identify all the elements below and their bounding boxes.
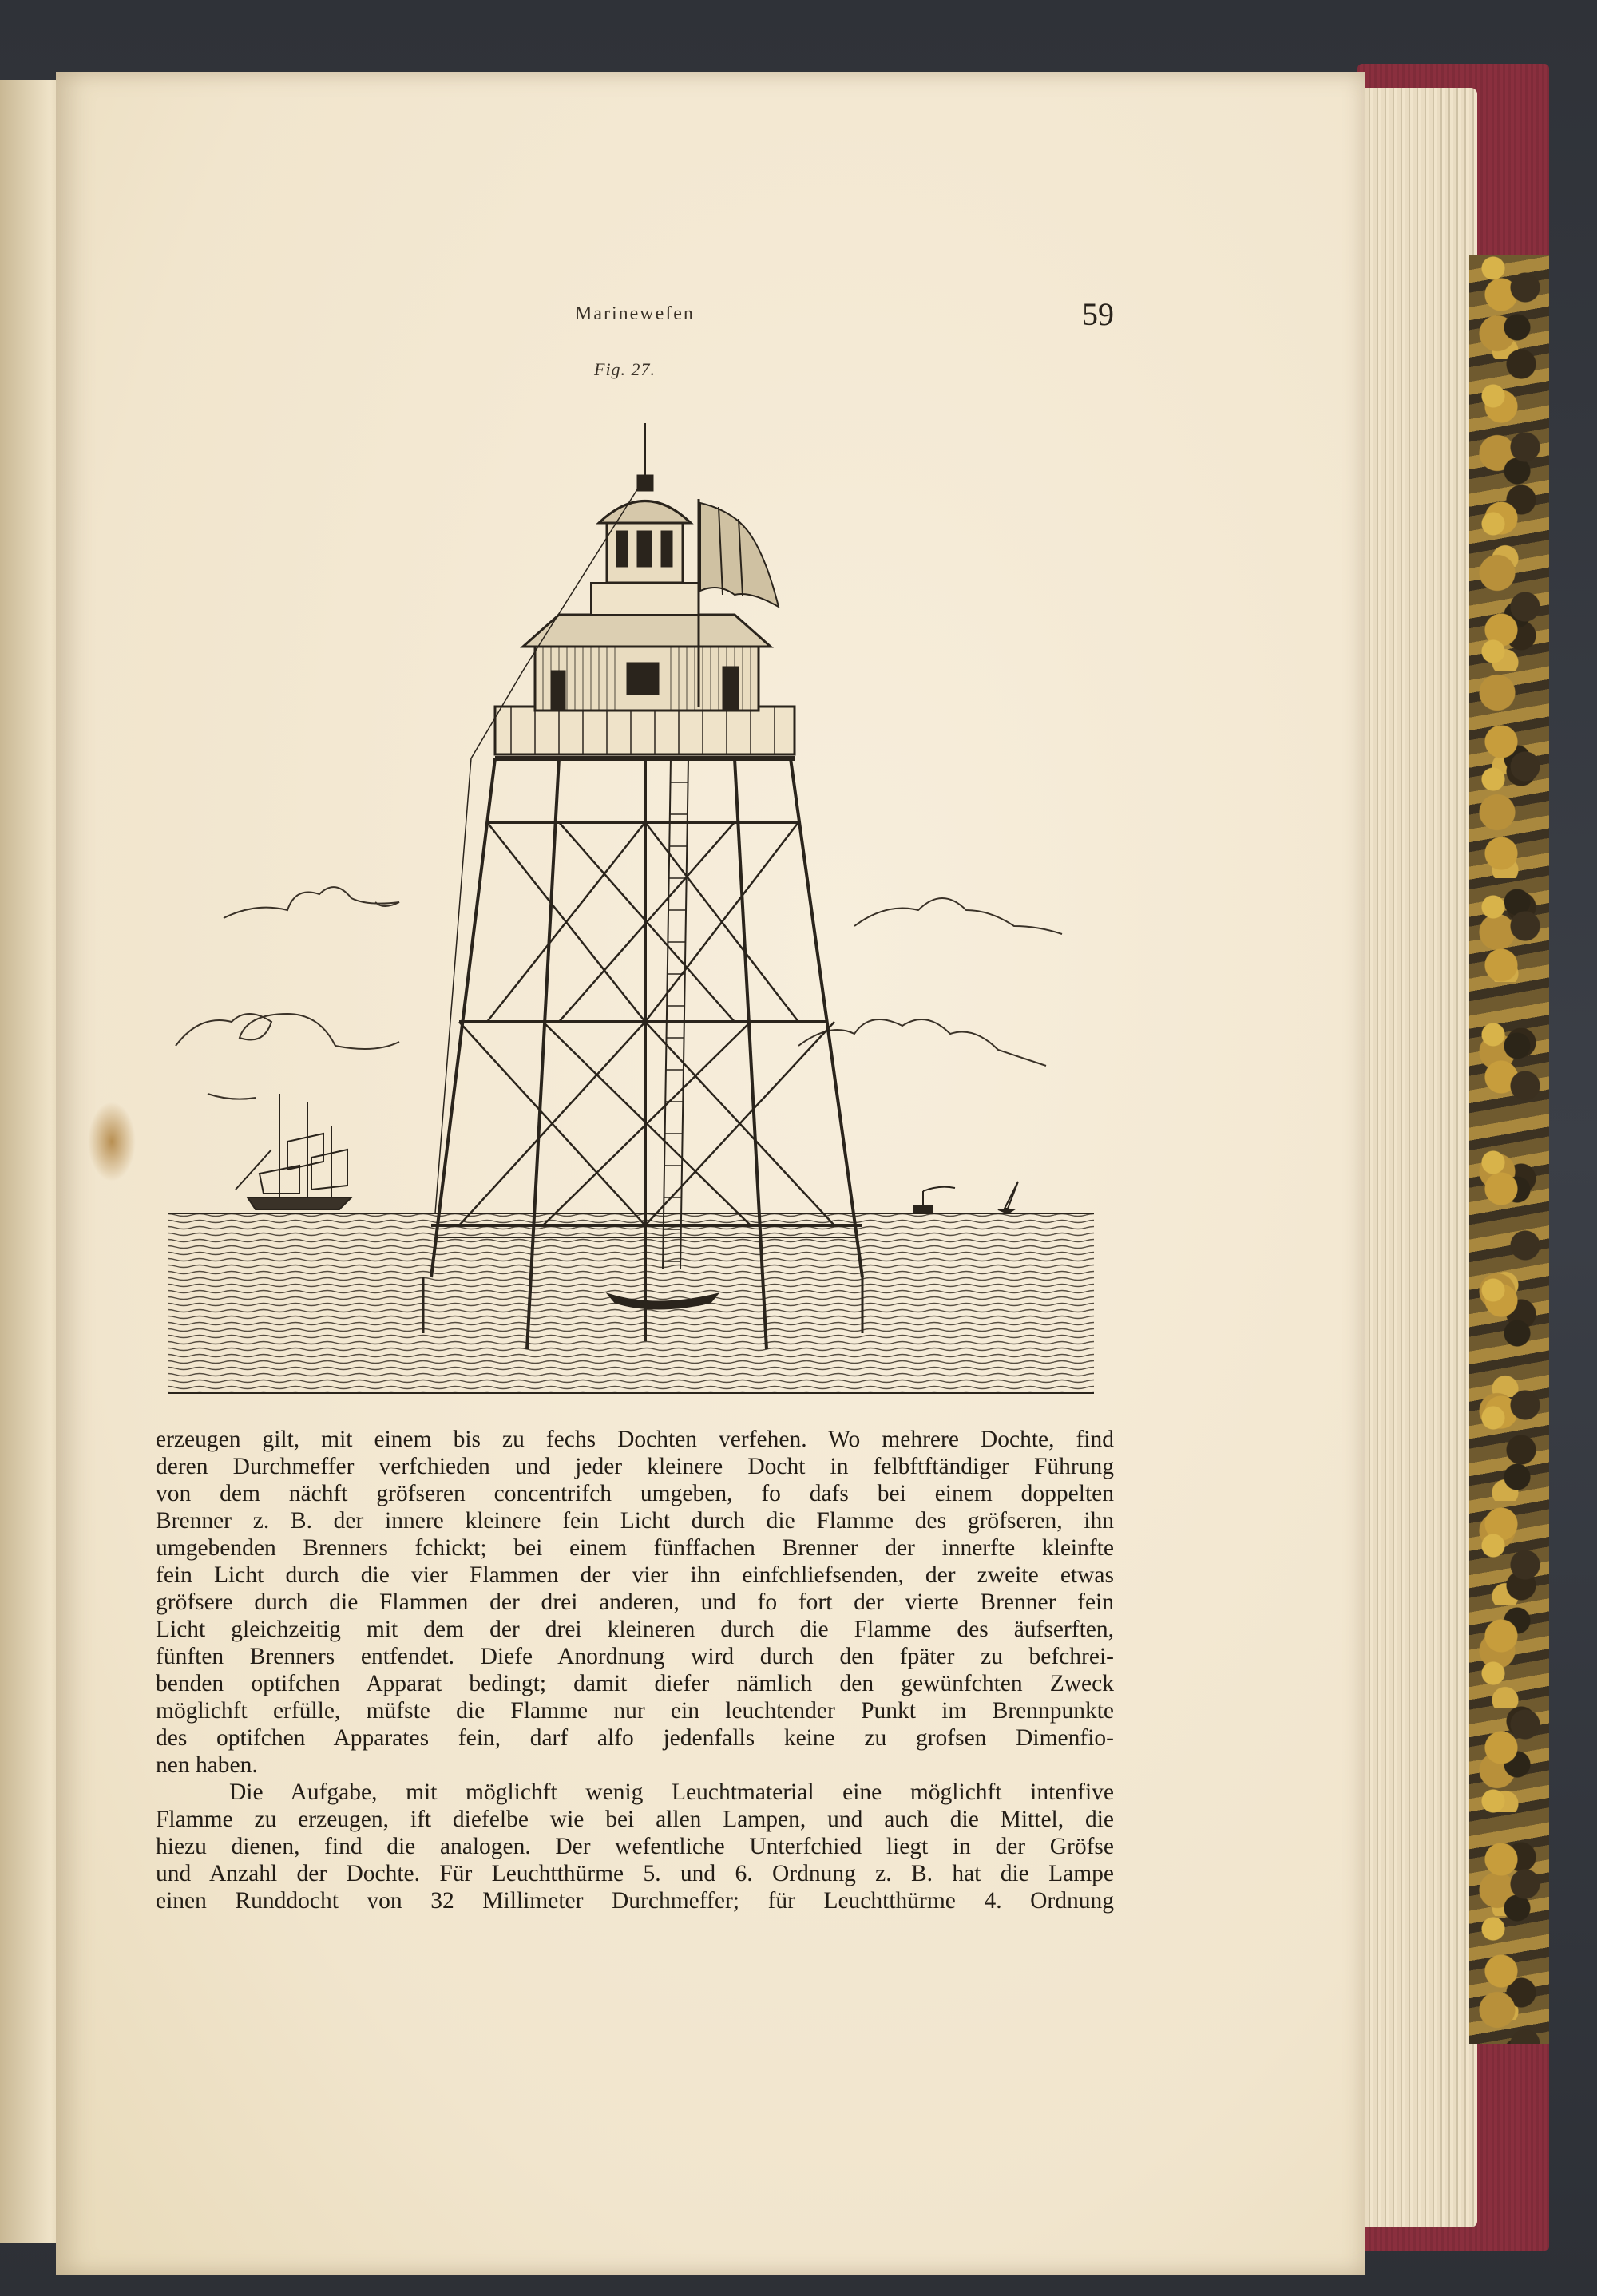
foxing-stain <box>88 1102 136 1182</box>
text-line: möglichft erfülle, müfste die Flamme nur ein leuchtender Punkt im Brennpunkte <box>156 1698 1114 1724</box>
lighthouse-engraving <box>160 407 1102 1405</box>
figure-label: Fig. 27. <box>594 359 656 379</box>
text-line: deren Durchmeffer verfchieden und jeder kleinere Docht in felbftftändiger Führung <box>156 1454 1114 1479</box>
lantern-room <box>591 423 699 615</box>
clouds <box>176 887 1062 1099</box>
text-line: von dem nächft gröfseren concentrifch umgeben, fo dafs bei einem doppelten <box>156 1481 1114 1506</box>
page-number: 59 <box>1082 296 1114 332</box>
text-line: benden optifchen Apparat bedingt; damit diefer nämlich den gewünfchten Zweck <box>156 1671 1114 1696</box>
marbled-edge <box>1469 255 1549 2044</box>
text-line: erzeugen gilt, mit einem bis zu fechs Dochten verfehen. Wo mehrere Dochte, find <box>156 1427 1114 1452</box>
text-line: einen Runddocht von 32 Millimeter Durchmeffer; für Leuchtthürme 4. Ordnung <box>156 1888 1114 1914</box>
sailing-ship <box>236 1094 351 1209</box>
distant-vessels <box>914 1182 1018 1213</box>
body-text <box>156 1426 1114 1914</box>
text-line: gröfsere durch die Flammen der drei anderen, und fo fort der vierte Brenner fein <box>156 1589 1114 1615</box>
text-line: fein Licht durch die vier Flammen der vier ihn einfchliefsenden, der zweite etwas <box>156 1562 1114 1588</box>
text-line: Die Aufgabe, mit möglichft wenig Leuchtmaterial eine möglichft intenfive <box>229 1779 1114 1805</box>
text-line: Brenner z. B. der innere kleinere fein Licht durch die Flamme des gröfseren, ihn <box>156 1508 1114 1534</box>
text-line: des optifchen Apparates fein, darf alfo jedenfalls keine zu grofsen Dimenfio- <box>156 1725 1114 1751</box>
text-line: nen haben. <box>156 1752 258 1778</box>
text-line: fünften Brenners entfendet. Diefe Anordnung wird durch den fpäter zu befchrei- <box>156 1644 1114 1669</box>
text-line: Flamme zu erzeugen, ift diefelbe wie bei allen Lampen, und auch die Mittel, die <box>156 1807 1114 1832</box>
text-line: hiezu dienen, find die analogen. Der wefentliche Unterfchied liegt in der Gröfse <box>156 1834 1114 1859</box>
gallery-platform <box>495 707 795 758</box>
text-line: und Anzahl der Dochte. Für Leuchtthürme 5. und 6. Ordnung z. B. hat die Lampe <box>156 1861 1114 1886</box>
text-line: Licht gleichzeitig mit dem der drei kleineren durch die Flamme des äufserften, <box>156 1617 1114 1642</box>
keeper-house <box>523 615 771 711</box>
text-line: umgebenden Brenners fchickt; bei einem fünffachen Brenner der innerfte kleinfte <box>156 1535 1114 1561</box>
running-head: Marinewefen <box>575 303 695 324</box>
